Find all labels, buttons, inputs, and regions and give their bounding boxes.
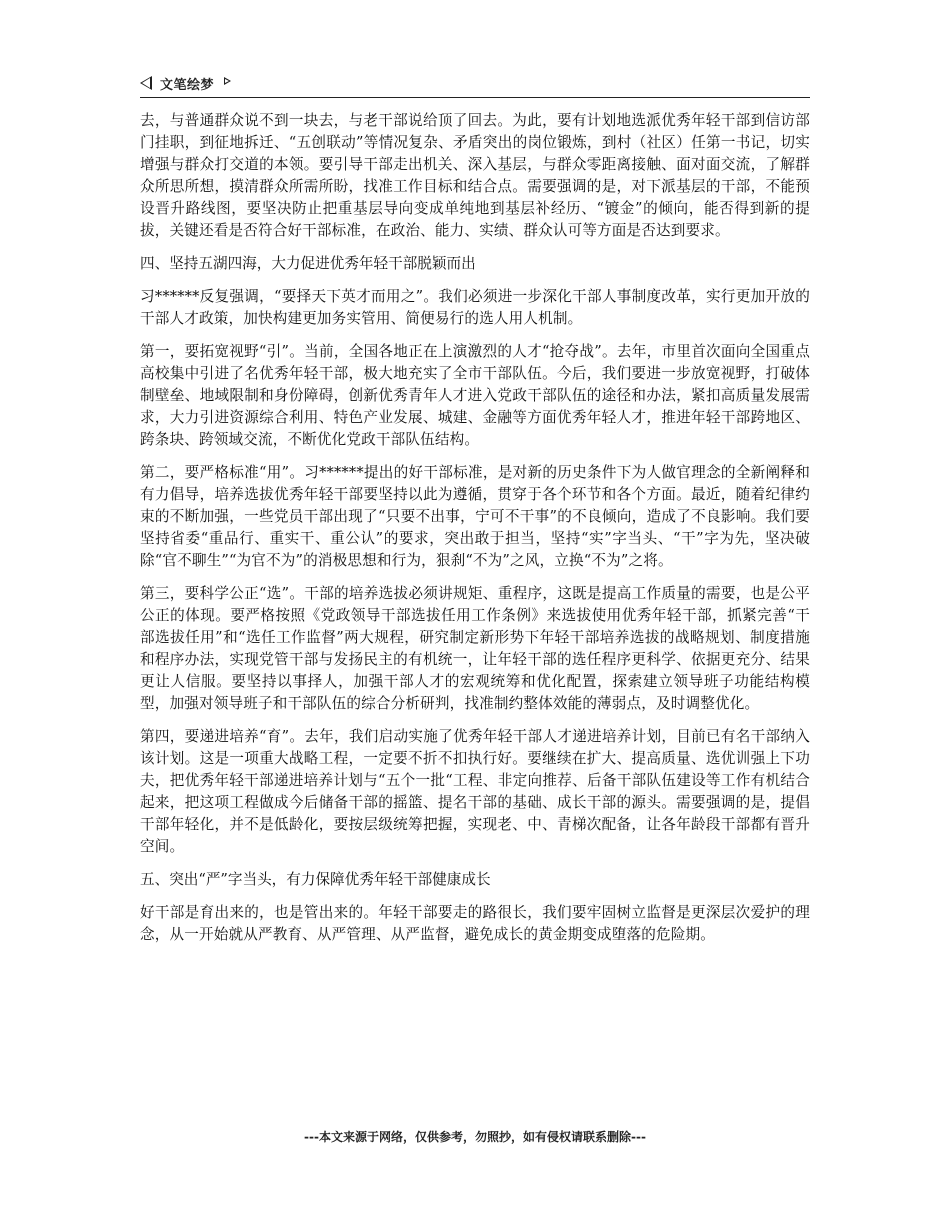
paragraph: 第一，要拓宽视野“引”。当前，全国各地正在上演激烈的人才“抢夺战”。去年，市里首次面向全国重点高校集中引进了名优秀年轻干部，极大地充实了全市干部队伍。今后，我们要进一步放宽视野，打破体制壁垒、地域限制和身份障碍，创新优秀青年人才进入党政干部队伍的途径和办法，紧扣高质量发展需求，大力引进资源综合利用、特色产业发展、城建、金融等方面优秀年轻人才，推进年轻干部跨地区、跨条块、跨领域交流，不断优化党政干部队伍结构。 <box>140 343 810 448</box>
paragraph: 第四，要递进培养“育”。去年，我们启动实施了优秀年轻干部人才递进培养计划，目前已有名干部纳入该计划。这是一项重大战略工程，一定要不折不扣执行好。要继续在扩大、提高质量、选优训强上下功夫，把优秀年轻干部递进培养计划与“五个一批“工程、非定向推荐、后备干部队伍建设等工作有机结合起来，把这项工程做成今后储备干部的摇篮、提名干部的基础、成长干部的源头。需要强调的是，提倡干部年轻化，并不是低龄化，要按层级统筹把握，实现老、中、青梯次配备，让各年龄段干部都有晋升空间。 <box>140 728 810 855</box>
paragraph: 第二，要严格标准“用”。习******提出的好干部标准，是对新的历史条件下为人做官理念的全新阐释和有力倡导，培养选拔优秀年轻干部要坚持以此为遵循，贯穿于各个环节和各个方面。最近，随着纪律约束的不断加强，一些党员干部出现了“只要不出事，宁可不干事”的不良倾向，造成了不良影响。我们要坚持省委“重品行、重实干、重公认”的要求，突出敢于担当，坚持“实”字当头、“干”字为先，坚决破除“官不聊生”“为官不为”的消极思想和行为，狠刹“不为”之风，立换“不为”之将。 <box>140 464 810 569</box>
section-heading: 四、坚持五湖四海，大力促进优秀年轻干部脱颖而出 <box>140 255 476 272</box>
paragraph: 去，与普通群众说不到一块去，与老干部说给顶了回去。为此，要有计划地选派优秀年轻干部到信访部门挂职，到征地拆迁、“五创联动”等情况复杂、矛盾突出的岗位锻炼，到村（社区）任第一书记，切实增强与群众打交道的本领。要引导干部走出机关、深入基层，与群众零距离接触、面对面交流，了解群众所思所想，摸清群众所需所盼，找准工作目标和结合点。需要强调的是，对下派基层的干部，不能预设晋升路线图，要坚决防止把重基层导向变成单纯地到基层补经历、“镀金”的倾向，能否得到新的提拔，关键还看是否符合好干部标准，在政治、能力、实绩、群众认可等方面是否达到要求。 <box>140 112 810 239</box>
brand-name: 文笔绘梦 <box>160 77 215 93</box>
triangle-right-icon <box>224 77 231 85</box>
triangle-left-icon <box>140 76 152 90</box>
paragraph: 习******反复强调，“要择天下英才而用之”。我们必须进一步深化干部人事制度改革，实行更加开放的干部人才政策，加快构建更加务实管用、简便易行的选人用人机制。 <box>140 288 810 327</box>
document-page <box>140 70 810 957</box>
page-footer: ---本文来源于网络，仅供参考，勿照抄，如有侵权请联系删除--- <box>304 1130 646 1144</box>
paragraph: 第三，要科学公正“选”。干部的培养选拔必须讲规矩、重程序，这既是提高工作质量的需要，也是公平公正的体现。要严格按照《党政领导干部选拔任用工作条例》来选拔使用优秀年轻干部，抓紧完善“干部选拔任用”和“选任工作监督”两大规程，研究制定新形势下年轻干部培养选拔的战略规划、制度措施和程序办法，实现党管干部与发扬民主的有机统一，让年轻干部的选任程序更科学、依据更充分、结果更让人信服。要坚持以事择人，加强干部人才的宏观统筹和优化配置，探索建立领导班子功能结构模型，加强对领导班子和干部队伍的综合分析研判，找准制约整体效能的薄弱点，及时调整优化。 <box>140 585 810 712</box>
page-header <box>140 70 810 98</box>
section-heading: 五、突出“严”字当头，有力保障优秀年轻干部健康成长 <box>140 871 491 888</box>
document-body <box>140 110 810 946</box>
paragraph: 好干部是育出来的，也是管出来的。年轻干部要走的路很长，我们要牢固树立监督是更深层次爱护的理念，从一开始就从严教育、从严管理、从严监督，避免成长的黄金期变成堕落的危险期。 <box>140 904 810 943</box>
